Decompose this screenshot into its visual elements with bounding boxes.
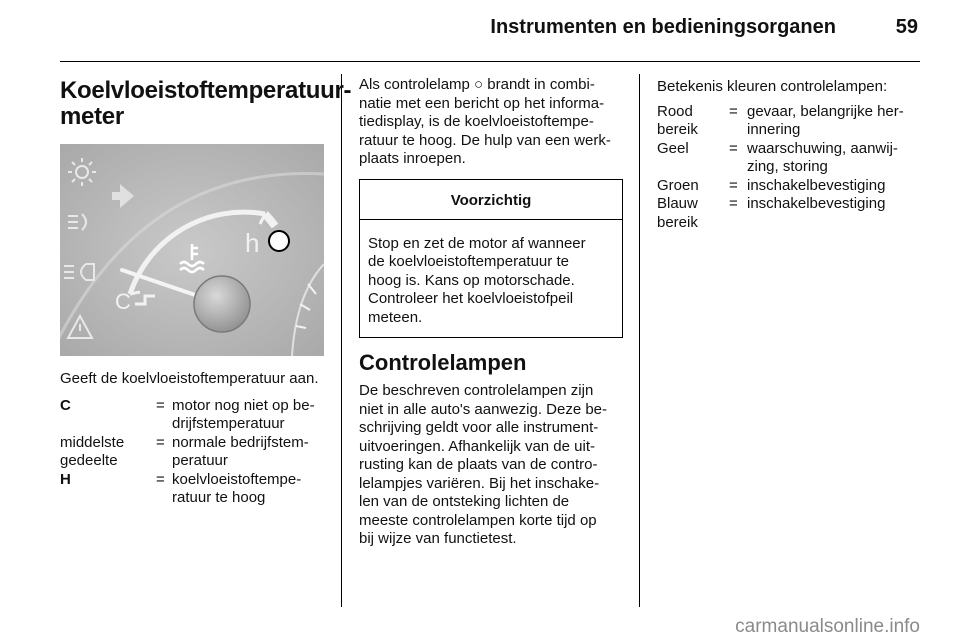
caution-line: Stop en zet de motor af wanneer (368, 234, 586, 252)
color-equals: = (729, 176, 738, 194)
definition-term (60, 471, 156, 508)
desc-line: inschakelbevestiging (747, 176, 886, 194)
color-description (747, 140, 922, 177)
color-description (747, 103, 922, 140)
color-row-yellow (657, 140, 922, 177)
paragraph-line: Als controlelamp ○ brandt in combi- (359, 76, 595, 93)
color-row-green (657, 177, 922, 196)
coolant-lamp-paragraph (359, 76, 622, 169)
desc-line: normale bedrijfstem- (172, 433, 309, 451)
color-row-blue (657, 195, 922, 232)
definition-row (60, 471, 325, 508)
caution-body (360, 220, 622, 338)
section-title-line1: Koelvloeistoftemperatuur- (60, 77, 352, 104)
term-line: Groen (657, 176, 699, 194)
paragraph-line: niet in alle auto's aanwezig. Deze be- (359, 400, 608, 418)
coolant-gauge-figure (60, 144, 324, 356)
warning-lamp-circle (269, 231, 289, 251)
color-equals: = (729, 195, 738, 212)
paragraph-line: lelampjes variëren. Bij het inschake- (359, 474, 600, 492)
color-row-red (657, 103, 922, 140)
color-equals: = (729, 139, 738, 157)
desc-line: drijfstemperatuur (172, 415, 285, 432)
column-divider-1 (341, 74, 342, 607)
caution-box (359, 179, 623, 339)
term-line: C (60, 396, 71, 414)
paragraph-line: rusting kan de plaats van de contro- (359, 456, 598, 473)
desc-line: motor nog niet op be- (172, 396, 315, 414)
gauge-intro: Geeft de koelvloeistoftemperatuur aan. (60, 370, 319, 387)
term-line: middelste (60, 433, 125, 451)
caution-line: de koelvloeistoftemperatuur te (368, 253, 569, 270)
paragraph-line: ratuur te hoog. De hulp van een werk- (359, 131, 611, 149)
column-lamp-colors (657, 78, 922, 232)
paragraph-line: meeste controlelampen korte tijd op (359, 511, 597, 529)
color-term (657, 103, 729, 140)
paragraph-line: tiedisplay, is de koelvloeistoftempe- (359, 113, 594, 130)
paragraph-line: De beschreven controlelampen zijn (359, 382, 594, 399)
definition-description (172, 434, 325, 471)
column-coolant-gauge (60, 77, 352, 508)
section-title-line2: meter (60, 103, 124, 130)
color-term (657, 195, 729, 232)
definition-row (60, 397, 325, 434)
term-line: gedeelte (60, 452, 118, 469)
site-watermark: carmanualsonline.info (735, 616, 920, 637)
paragraph-line: uitvoeringen. Afhankelijk van de uit- (359, 437, 595, 455)
caution-line: hoog is. Kans op motorschade. (368, 271, 575, 289)
term-line: bereik (657, 121, 698, 138)
desc-line: zing, storing (747, 158, 828, 175)
paragraph-line: natie met een bericht op het informa- (359, 94, 605, 112)
color-definition-list (657, 103, 922, 233)
gauge-letter-c: C (115, 289, 131, 314)
definition-description (172, 471, 325, 508)
term-line: Blauw (657, 195, 698, 212)
section-title (60, 77, 352, 130)
definition-equals: = (156, 396, 165, 414)
definition-row (60, 434, 325, 471)
color-term (657, 140, 729, 177)
color-description (747, 177, 922, 196)
gauge-knob (194, 276, 250, 332)
desc-line: inschakelbevestiging (747, 195, 886, 212)
desc-line: waarschuwing, aanwij- (747, 139, 898, 157)
subsection-title: Controlelampen (359, 350, 527, 375)
term-line: Rood (657, 102, 693, 120)
term-line: H (60, 470, 71, 488)
gauge-letter-h: h (245, 228, 260, 258)
gauge-illustration (60, 144, 324, 356)
desc-line: koelvloeistoftempe- (172, 470, 302, 488)
definition-term (60, 434, 156, 471)
desc-line: ratuur te hoog (172, 489, 266, 506)
term-line: bereik (657, 213, 698, 231)
caution-line: Controleer het koelvloeistofpeil (368, 290, 574, 307)
desc-line: peratuur (172, 452, 228, 469)
color-equals: = (729, 102, 738, 120)
definition-description (172, 397, 325, 434)
header-divider (60, 61, 920, 62)
paragraph-line: len van de ontsteking lichten de (359, 493, 570, 510)
desc-line: innering (747, 121, 801, 138)
term-line: Geel (657, 139, 689, 157)
colors-intro: Betekenis kleuren controlelampen: (657, 78, 888, 95)
page-number: 59 (895, 16, 918, 38)
subsection-paragraph (359, 382, 622, 549)
gauge-definition-list (60, 397, 325, 508)
column-divider-2 (639, 74, 640, 607)
paragraph-line: bij wijze van functietest. (359, 530, 517, 547)
definition-term (60, 397, 156, 434)
definition-equals: = (156, 433, 165, 451)
desc-line: gevaar, belangrijke her- (747, 102, 904, 120)
caution-title: Voorzichtig (360, 180, 622, 220)
paragraph-line: schrijving geldt voor alle instrument- (359, 419, 599, 436)
color-term (657, 177, 729, 196)
column-warning-lamps (359, 76, 622, 549)
paragraph-line: plaats inroepen. (359, 150, 466, 167)
caution-line: meteen. (368, 308, 423, 326)
running-header-title: Instrumenten en bedieningsorganen (490, 16, 836, 38)
definition-equals: = (156, 470, 165, 488)
color-description (747, 195, 922, 232)
